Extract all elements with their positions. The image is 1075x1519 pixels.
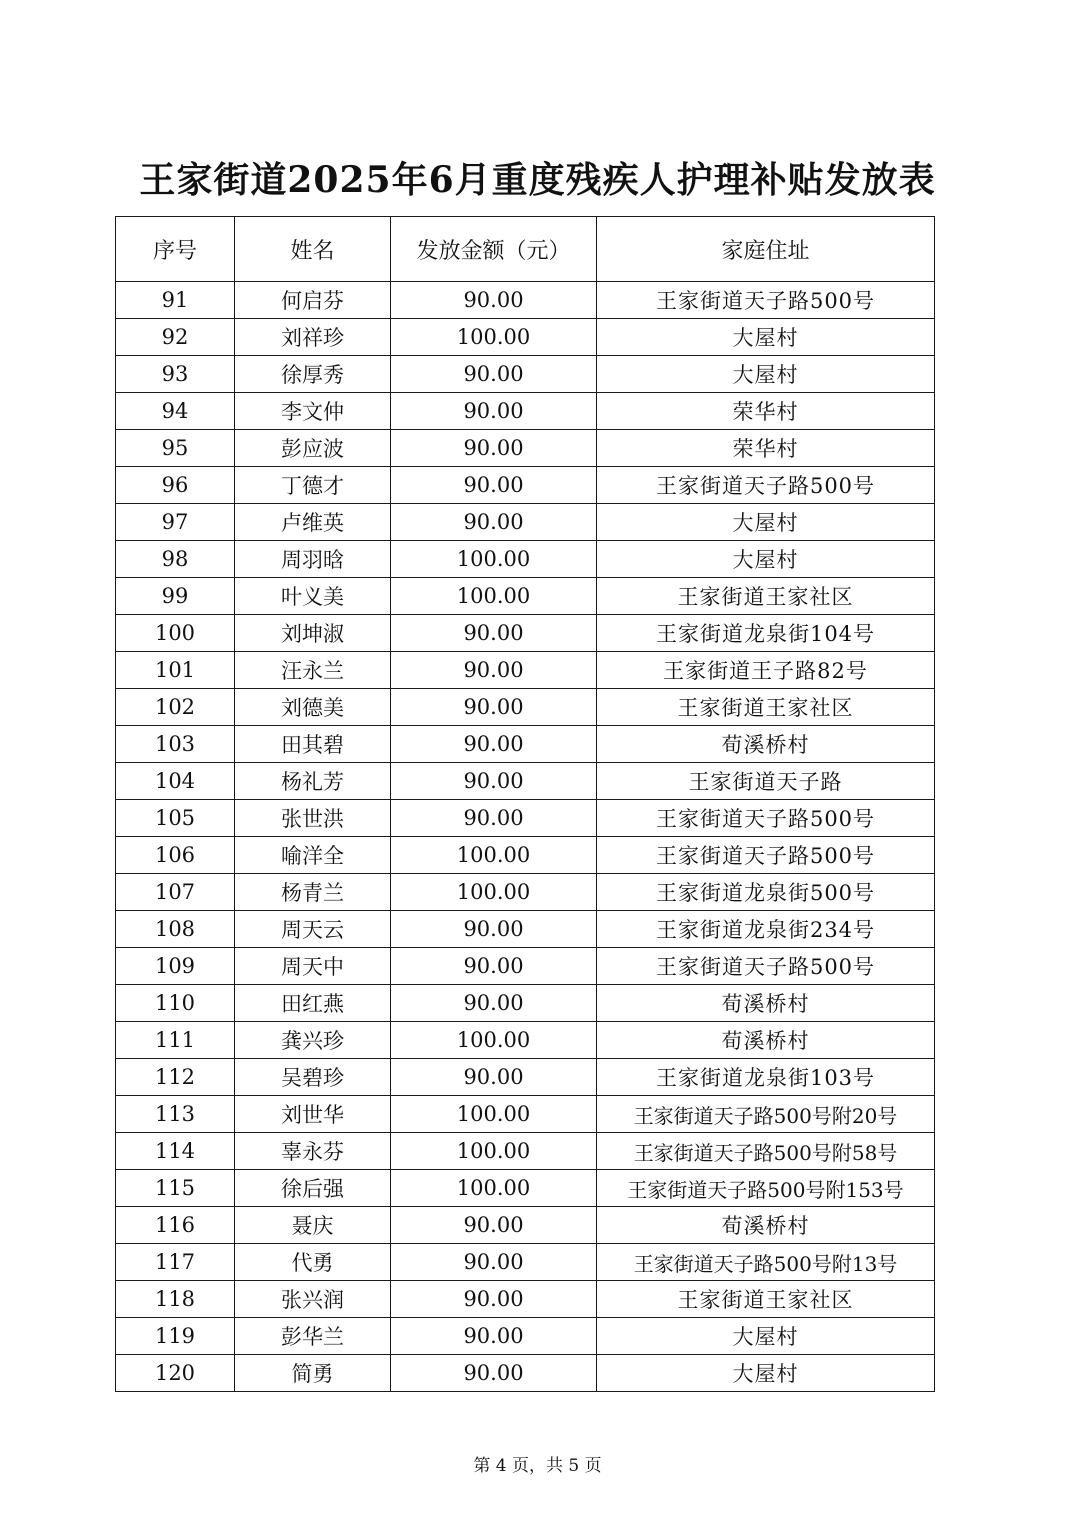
cell-seq: 109 [116,948,235,985]
table-row [116,837,935,874]
cell-address: 荣华村 [597,430,935,467]
cell-seq: 93 [116,356,235,393]
table-row [116,1318,935,1355]
cell-seq: 95 [116,430,235,467]
cell-name: 代勇 [235,1244,391,1281]
cell-amount: 90.00 [391,652,597,689]
cell-seq: 118 [116,1281,235,1318]
table-row [116,726,935,763]
table-row [116,504,935,541]
cell-amount: 90.00 [391,430,597,467]
cell-name: 刘世华 [235,1096,391,1133]
cell-seq: 113 [116,1096,235,1133]
cell-seq: 96 [116,467,235,504]
table-row [116,393,935,430]
cell-address: 荀溪桥村 [597,726,935,763]
cell-name: 何启芬 [235,282,391,319]
cell-amount: 100.00 [391,1170,597,1207]
table-row [116,1133,935,1170]
cell-seq: 94 [116,393,235,430]
column-header-seq: 序号 [116,217,235,282]
cell-seq: 91 [116,282,235,319]
cell-name: 叶义美 [235,578,391,615]
cell-address: 王家街道天子路500号 [597,282,935,319]
cell-amount: 90.00 [391,1244,597,1281]
cell-address: 王家街道天子路500号 [597,467,935,504]
cell-name: 简勇 [235,1355,391,1392]
cell-amount: 90.00 [391,911,597,948]
table-row [116,1096,935,1133]
table-row [116,615,935,652]
cell-address: 大屋村 [597,319,935,356]
cell-amount: 90.00 [391,800,597,837]
table-row [116,911,935,948]
cell-amount: 90.00 [391,615,597,652]
cell-amount: 90.00 [391,1059,597,1096]
cell-address: 大屋村 [597,1318,935,1355]
cell-seq: 110 [116,985,235,1022]
cell-name: 汪永兰 [235,652,391,689]
cell-seq: 112 [116,1059,235,1096]
cell-address: 王家街道天子路500号 [597,948,935,985]
cell-amount: 90.00 [391,985,597,1022]
cell-seq: 100 [116,615,235,652]
cell-seq: 106 [116,837,235,874]
cell-address: 王家街道天子路500号附153号 [597,1170,935,1207]
table-row [116,430,935,467]
table-row [116,1022,935,1059]
column-header-amount: 发放金额（元） [391,217,597,282]
table-row [116,356,935,393]
cell-address: 王家街道天子路500号 [597,800,935,837]
cell-address: 大屋村 [597,504,935,541]
column-header-address: 家庭住址 [597,217,935,282]
table-row [116,541,935,578]
table-row [116,1170,935,1207]
cell-name: 彭应波 [235,430,391,467]
cell-name: 李文仲 [235,393,391,430]
cell-address: 王家街道龙泉街234号 [597,911,935,948]
cell-amount: 90.00 [391,726,597,763]
cell-name: 彭华兰 [235,1318,391,1355]
cell-seq: 107 [116,874,235,911]
page-footer: 第 4 页，共 5 页 [473,1456,602,1476]
cell-name: 杨礼芳 [235,763,391,800]
cell-seq: 97 [116,504,235,541]
table-row [116,578,935,615]
table-row [116,1355,935,1392]
table-row [116,319,935,356]
cell-address: 王家街道天子路500号附58号 [597,1133,935,1170]
table-row [116,763,935,800]
cell-name: 田其碧 [235,726,391,763]
table-row [116,467,935,504]
cell-name: 辜永芬 [235,1133,391,1170]
table-row [116,800,935,837]
cell-amount: 100.00 [391,578,597,615]
cell-amount: 90.00 [391,356,597,393]
cell-seq: 101 [116,652,235,689]
cell-name: 张世洪 [235,800,391,837]
cell-name: 周羽晗 [235,541,391,578]
table-row [116,689,935,726]
cell-seq: 99 [116,578,235,615]
page-title: 王家街道2025年6月重度残疾人护理补贴发放表 [139,159,936,201]
cell-amount: 90.00 [391,282,597,319]
cell-address: 荀溪桥村 [597,1022,935,1059]
cell-name: 杨青兰 [235,874,391,911]
table-row [116,1244,935,1281]
cell-address: 大屋村 [597,356,935,393]
cell-seq: 104 [116,763,235,800]
cell-seq: 108 [116,911,235,948]
cell-amount: 90.00 [391,1281,597,1318]
cell-address: 王家街道龙泉街103号 [597,1059,935,1096]
cell-address: 王家街道天子路500号附20号 [597,1096,935,1133]
cell-amount: 100.00 [391,874,597,911]
cell-name: 龚兴珍 [235,1022,391,1059]
cell-name: 徐后强 [235,1170,391,1207]
cell-seq: 102 [116,689,235,726]
cell-seq: 98 [116,541,235,578]
cell-name: 张兴润 [235,1281,391,1318]
cell-amount: 90.00 [391,504,597,541]
table-row [116,1059,935,1096]
cell-amount: 90.00 [391,689,597,726]
cell-address: 荀溪桥村 [597,1207,935,1244]
cell-name: 周天云 [235,911,391,948]
cell-seq: 103 [116,726,235,763]
cell-address: 王家街道王家社区 [597,1281,935,1318]
cell-amount: 90.00 [391,1207,597,1244]
cell-seq: 92 [116,319,235,356]
cell-amount: 90.00 [391,1318,597,1355]
cell-amount: 100.00 [391,541,597,578]
cell-amount: 100.00 [391,1133,597,1170]
cell-name: 刘祥珍 [235,319,391,356]
cell-address: 王家街道龙泉街104号 [597,615,935,652]
subsidy-table [115,216,935,1392]
cell-name: 喻洋全 [235,837,391,874]
cell-amount: 100.00 [391,837,597,874]
cell-address: 王家街道天子路500号 [597,837,935,874]
cell-seq: 120 [116,1355,235,1392]
cell-name: 徐厚秀 [235,356,391,393]
cell-address: 王家街道王子路82号 [597,652,935,689]
cell-address: 大屋村 [597,541,935,578]
cell-amount: 100.00 [391,1096,597,1133]
table-body [116,282,935,1392]
cell-seq: 114 [116,1133,235,1170]
cell-name: 卢维英 [235,504,391,541]
table-row [116,1281,935,1318]
cell-name: 吴碧珍 [235,1059,391,1096]
cell-amount: 90.00 [391,763,597,800]
cell-address: 荀溪桥村 [597,985,935,1022]
table-row [116,282,935,319]
cell-amount: 100.00 [391,319,597,356]
cell-seq: 117 [116,1244,235,1281]
cell-name: 丁德才 [235,467,391,504]
cell-amount: 90.00 [391,467,597,504]
table-row [116,1207,935,1244]
table-row [116,985,935,1022]
cell-name: 刘德美 [235,689,391,726]
cell-amount: 90.00 [391,393,597,430]
column-header-name: 姓名 [235,217,391,282]
cell-address: 王家街道王家社区 [597,689,935,726]
table-header-row [116,217,935,282]
cell-amount: 90.00 [391,948,597,985]
cell-name: 周天中 [235,948,391,985]
cell-seq: 115 [116,1170,235,1207]
cell-seq: 116 [116,1207,235,1244]
cell-address: 王家街道天子路 [597,763,935,800]
table-row [116,948,935,985]
cell-amount: 90.00 [391,1355,597,1392]
cell-name: 田红燕 [235,985,391,1022]
cell-address: 荣华村 [597,393,935,430]
cell-address: 王家街道龙泉街500号 [597,874,935,911]
cell-name: 聂庆 [235,1207,391,1244]
table-row [116,652,935,689]
cell-seq: 105 [116,800,235,837]
cell-address: 大屋村 [597,1355,935,1392]
cell-seq: 111 [116,1022,235,1059]
cell-amount: 100.00 [391,1022,597,1059]
cell-seq: 119 [116,1318,235,1355]
cell-name: 刘坤淑 [235,615,391,652]
cell-address: 王家街道天子路500号附13号 [597,1244,935,1281]
cell-address: 王家街道王家社区 [597,578,935,615]
table-row [116,874,935,911]
